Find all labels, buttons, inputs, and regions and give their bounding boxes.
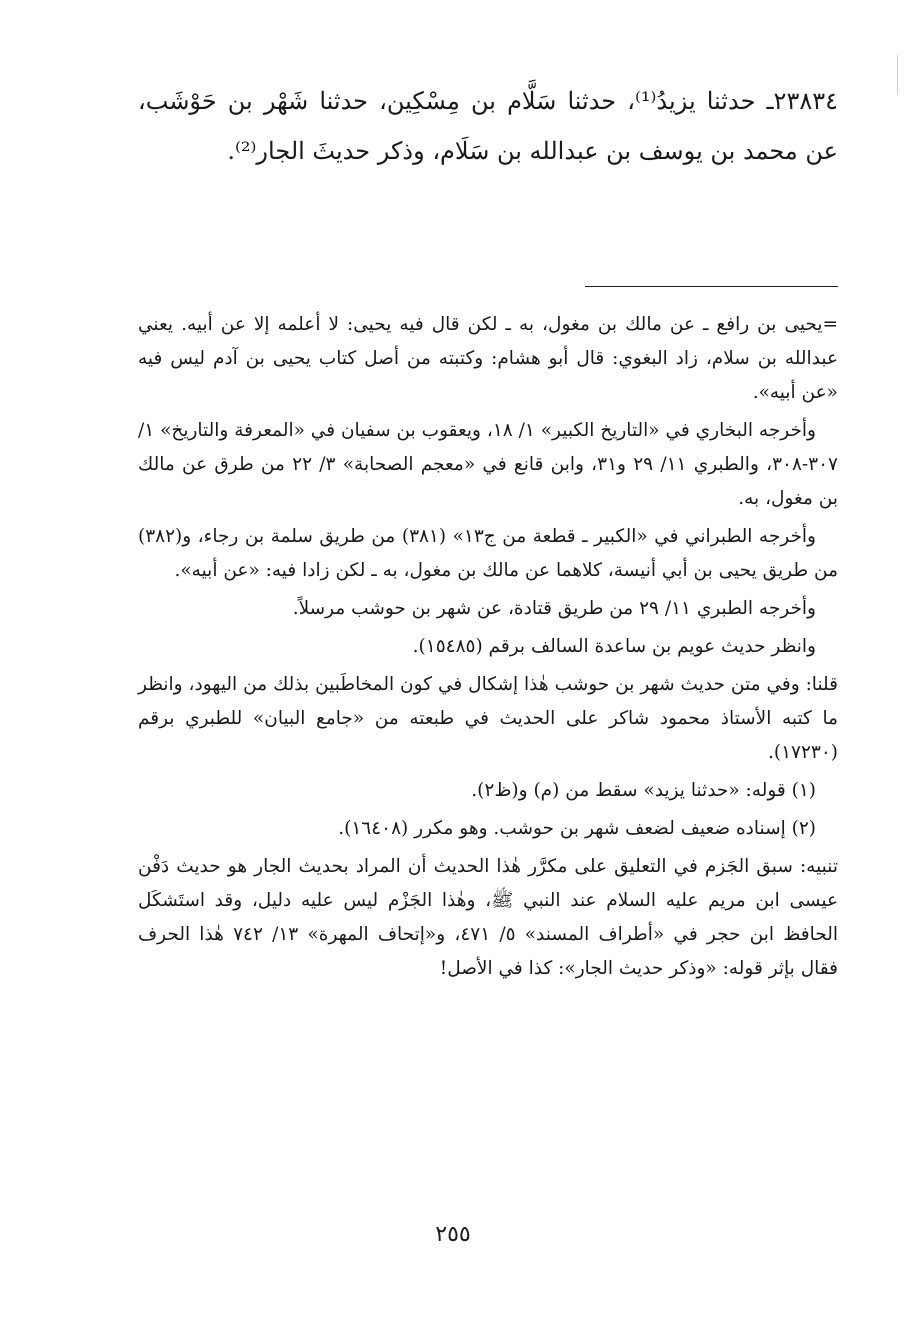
footnote-warning: تنبيه: سبق الجَزم في التعليق على مكرَّر هٰذا الحديث أن المراد بحديث الجار هو حديث دَفْن عيسى ابن مريم عليه السلام عند النبي ﷺ، وهٰذا الجَزْم ليس عليه دليل، وقد استَشكَل الحافظ ابن حجر في «أطراف المسند» ٥/ ٤٧١، و«إتحاف المهرة» ١٣/ ٧٤٢ هٰذا الحرف فقال بإثر قوله: «وذكر حديث الجار»: كذا في الأصل! <box>138 856 838 979</box>
footnote-1: (١) قوله: «حدثنا يزيد» سقط من (م) و(ظ٢). <box>471 780 816 801</box>
footnote-2: (٢) إسناده ضعيف لضعف شهر بن حوشب. وهو مكرر (١٦٤٠٨). <box>338 818 816 839</box>
footnote-paragraph: وأخرجه الطبري ١١/ ٢٩ من طريق قتادة، عن شهر بن حوشب مرسلاً. <box>292 598 816 619</box>
page-number: ٢٥٥ <box>435 1222 471 1247</box>
hadith-text <box>138 76 838 176</box>
scan-edge-mark <box>897 55 898 95</box>
footnote-divider <box>585 286 838 287</box>
footnote-paragraph: وانظر حديث عويم بن ساعدة السالف برقم (١٥٤٨٥). <box>412 636 816 657</box>
footnote-continuation: =يحيى بن رافع ـ عن مالك بن مغول، به ـ لكن قال فيه يحيى: لا أعلمه إلا عن أبيه. يعني عبدالله بن سلام، زاد البغوي: قال أبو هشام: وكتبته من أصل كتاب يحيى بن آدم ليس فيه «عن أبيه». <box>138 314 838 403</box>
hadith-paragraph: ٢٣٨٣٤ـ حدثنا يزيدُ⁽¹⁾، حدثنا سَلَّام بن مِسْكِين، حدثنا شَهْر بن حَوْشَب، عن محمد بن يوسف بن عبدالله بن سَلَام، وذكر حديثَ الجار⁽²⁾. <box>138 87 838 165</box>
footnotes-section <box>138 308 838 986</box>
footnote-paragraph: وأخرجه البخاري في «التاريخ الكبير» ١/ ١٨، ويعقوب بن سفيان في «المعرفة والتاريخ» ١/ ٣٠٧-٣٠٨، والطبري ١١/ ٢٩ و٣١، وابن قانع في «معجم الصحابة» ٣/ ٢٢ من طرق عن مالك بن مغول، به. <box>138 420 838 509</box>
footnote-paragraph: وأخرجه الطبراني في «الكبير ـ قطعة من ج١٣» (٣٨١) من طريق سلمة بن رجاء، و(٣٨٢) من طريق يحيى بن أبي أنيسة، كلاهما عن مالك بن مغول، به ـ لكن زادا فيه: «عن أبيه». <box>138 526 838 581</box>
footnote-paragraph: قلنا: وفي متن حديث شهر بن حوشب هٰذا إشكال في كون المخاطَبين بذلك من اليهود، وانظر ما كتبه الأستاذ محمود شاكر على الحديث في طبعته من «جامع البيان» للطبري برقم (١٧٢٣٠). <box>138 674 838 763</box>
